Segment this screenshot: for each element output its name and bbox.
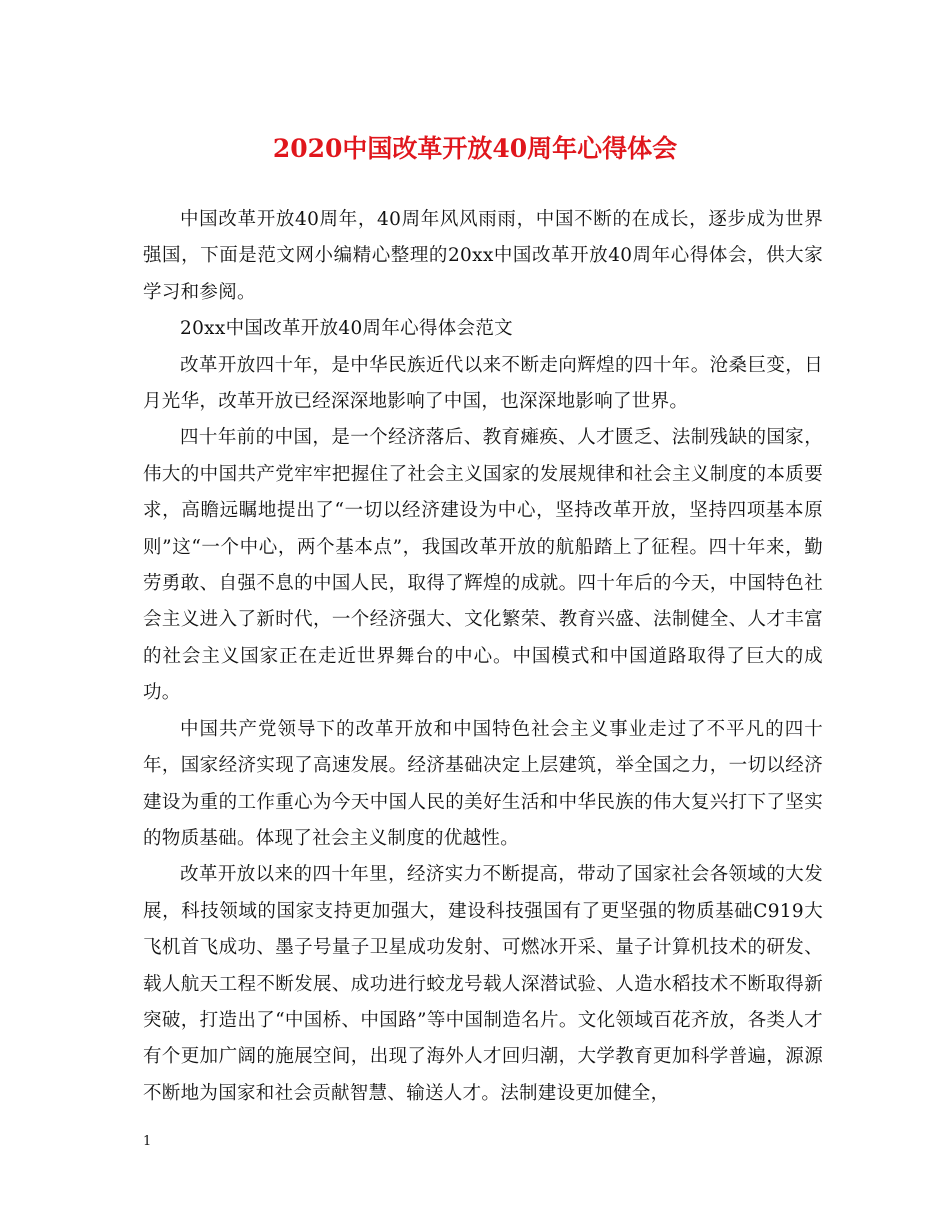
paragraph-3: 中国共产党领导下的改革开放和中国特色社会主义事业走过了不平凡的四十年，国家经济实现了高速发展。经济基础决定上层建筑，举全国之力，一切以经济建设为重的工作重心为今天中国人民的美好生活和中华民族的伟大复兴打下了坚实的物质基础。体现了社会主义制度的优越性。 [143, 718, 823, 849]
paragraph-subheading: 20xx中国改革开放40周年心得体会范文 [180, 318, 513, 340]
paragraph-1: 改革开放四十年，是中华民族近代以来不断走向辉煌的四十年。沧桑巨变，日月光华，改革开放已经深深地影响了中国，也深深地影响了世界。 [143, 354, 823, 413]
document-title: 2020中国改革开放40周年心得体会 [272, 134, 678, 163]
document-body [143, 202, 823, 1112]
paragraph-2: 四十年前的中国，是一个经济落后、教育瘫痪、人才匮乏、法制残缺的国家，伟大的中国共产党牢牢把握住了社会主义国家的发展规律和社会主义制度的本质要求，高瞻远瞩地提出了“一切以经济建设为中心，坚持改革开放，坚持四项基本原则”这“一个中心，两个基本点”，我国改革开放的航船踏上了征程。四十年来，勤劳勇敢、自强不息的中国人民，取得了辉煌的成就。四十年后的今天，中国特色社会主义进入了新时代，一个经济强大、文化繁荣、教育兴盛、法制健全、人才丰富的社会主义国家正在走近世界舞台的中心。中国模式和中国道路取得了巨大的成功。 [143, 427, 823, 704]
paragraph-4: 改革开放以来的四十年里，经济实力不断提高，带动了国家社会各领域的大发展，科技领域的国家支持更加强大，建设科技强国有了更坚强的物质基础C919大飞机首飞成功、墨子号量子卫星成功发射、可燃冰开采、量子计算机技术的研发、载人航天工程不断发展、成功进行蛟龙号载人深潜试验、人造水稻技术不断取得新突破，打造出了“中国桥、中国路”等中国制造名片。文化领域百花齐放，各类人才有个更加广阔的施展空间，出现了海外人才回归潮，大学教育更加科学普遍，源源不断地为国家和社会贡献智慧、输送人才。法制建设更加健全， [143, 864, 823, 1104]
paragraph-intro: 中国改革开放40周年，40周年风风雨雨，中国不断的在成长，逐步成为世界强国，下面是范文网小编精心整理的20xx中国改革开放40周年心得体会，供大家学习和参阅。 [143, 209, 823, 303]
page-number: 1 [143, 1134, 152, 1149]
